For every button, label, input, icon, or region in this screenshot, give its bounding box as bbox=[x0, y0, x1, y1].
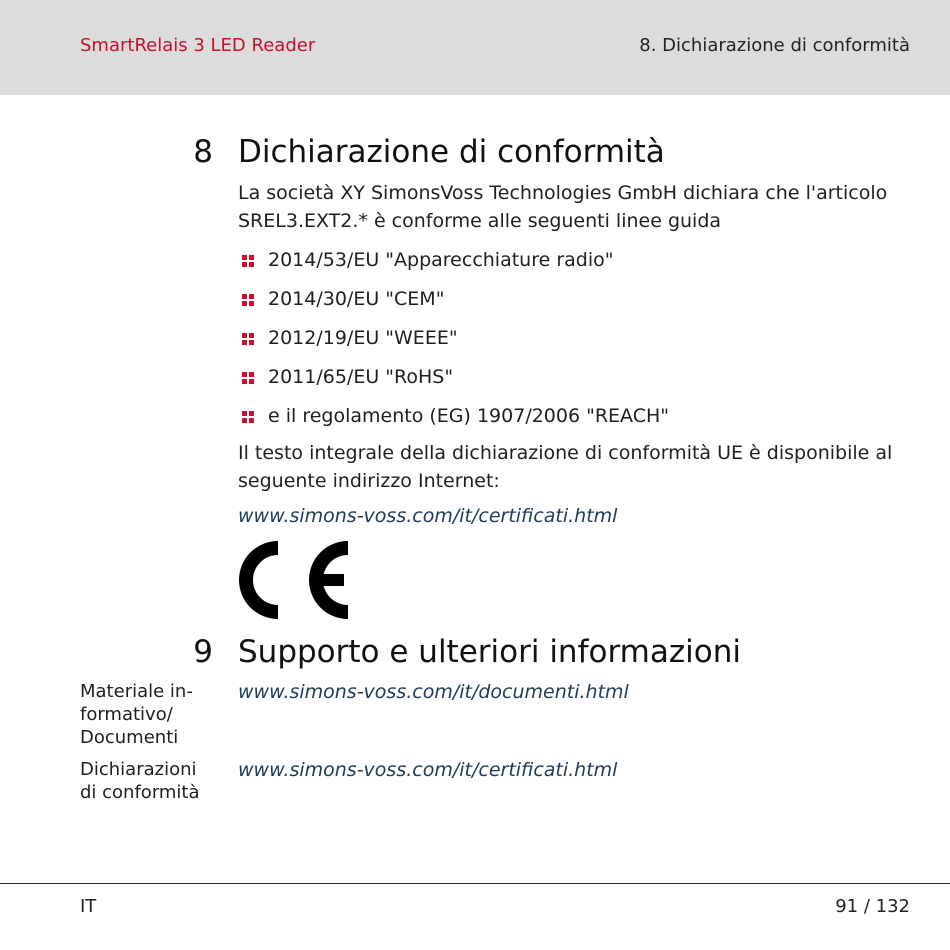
section-title: 8. Dichiarazione di conformità bbox=[639, 35, 910, 56]
ce-mark-logo bbox=[238, 540, 350, 620]
bullet-item: 2014/30/EU "CEM" bbox=[238, 287, 444, 311]
bullet-item: e il regolamento (EG) 1907/2006 "REACH" bbox=[238, 404, 669, 428]
declarations-label: Dichiarazioni di conformità bbox=[80, 759, 200, 803]
product-title: SmartRelais 3 LED Reader bbox=[80, 35, 316, 56]
bullet-icon bbox=[242, 294, 255, 307]
documents-link[interactable]: www.simons-voss.com/it/documenti.html bbox=[238, 681, 629, 703]
bullet-item: 2011/65/EU "RoHS" bbox=[238, 365, 453, 389]
footer-divider bbox=[0, 883, 950, 884]
certificates-link[interactable]: www.simons-voss.com/it/certificati.html bbox=[238, 505, 618, 527]
documents-label: Materiale in- formativo/ Documenti bbox=[80, 681, 193, 748]
bullet-item: 2012/19/EU "WEEE" bbox=[238, 326, 458, 350]
section-9-heading: Supporto e ulteriori informazioni bbox=[238, 634, 741, 670]
bullet-icon bbox=[242, 411, 255, 424]
footer-language: IT bbox=[80, 896, 97, 917]
section-8-heading: Dichiarazione di conformità bbox=[238, 134, 665, 170]
declarations-link[interactable]: www.simons-voss.com/it/certificati.html bbox=[238, 759, 618, 781]
bullet-icon bbox=[242, 255, 255, 268]
page-header bbox=[0, 0, 950, 95]
bullet-item: 2014/53/EU "Apparecchiature radio" bbox=[238, 248, 614, 272]
bullet-icon bbox=[242, 333, 255, 346]
page-number: 91 / 132 bbox=[835, 896, 910, 917]
availability-note: Il testo integrale della dichiarazione di conformità UE è disponibile al seguente indirizzo Internet: bbox=[238, 442, 893, 492]
intro-paragraph: La società XY SimonsVoss Technologies GmbH dichiara che l'articolo SREL3.EXT2.* è conforme alle seguenti linee guida bbox=[238, 182, 888, 232]
bullet-icon bbox=[242, 372, 255, 385]
section-9-number: 9 bbox=[193, 634, 213, 670]
section-8-number: 8 bbox=[193, 134, 213, 170]
